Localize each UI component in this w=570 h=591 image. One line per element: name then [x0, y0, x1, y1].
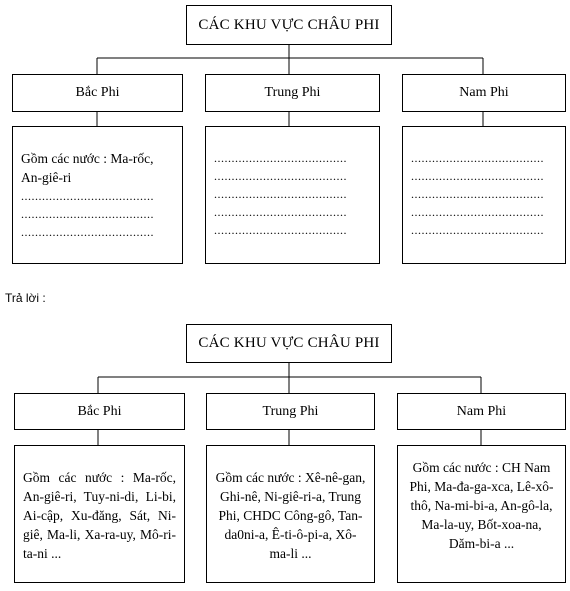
answer-title: CÁC KHU VỰC CHÂU PHI: [198, 335, 380, 351]
question-title-box: [186, 5, 392, 45]
dotted-line: ......................................: [411, 169, 544, 183]
content-text: Gồm các nước : CH Nam Phi, Ma-đa-ga-xca, Lê-xô-thô, Na-mi-bi-a, An-gô-la, Ma-la-uy, Bốt-xoa-na, Dăm-bi-a ...: [409, 460, 554, 551]
dotted-line: ......................................: [411, 205, 544, 219]
region-label: Trung Phi: [264, 85, 321, 100]
question-region-central: [205, 74, 380, 112]
answer-content-north: [14, 445, 185, 583]
dotted-line: ......................................: [214, 223, 347, 237]
content-text: Gồm các nước : Ma-rốc, An-giê-ri: [21, 151, 154, 185]
dotted-line: ......................................: [411, 223, 544, 237]
dotted-line: ......................................: [21, 189, 154, 203]
content-text: Gồm các nước : Xê-nê-gan, Ghi-nê, Ni-giê-ri-a, Trung Phi, CHDC Công-gô, Tan-da0ni-a, Ê-ti-ô-pi-a, Xô-ma-li ...: [215, 470, 366, 561]
dotted-line: ......................................: [21, 207, 154, 221]
region-label: Nam Phi: [456, 403, 507, 419]
dotted-line: ......................................: [214, 151, 347, 165]
answer-content-south: [397, 445, 566, 583]
question-region-south: [402, 74, 566, 112]
answer-region-north: [14, 393, 185, 430]
question-content-north: [12, 126, 183, 264]
answer-title-box: [186, 324, 392, 363]
answer-content-central: [206, 445, 375, 583]
dotted-lines: [13, 187, 182, 241]
answer-region-central: [206, 393, 375, 430]
question-title: CÁC KHU VỰC CHÂU PHI: [198, 16, 380, 33]
question-content-central: [205, 126, 380, 264]
dotted-line: ......................................: [214, 205, 347, 219]
dotted-line: ......................................: [214, 169, 347, 183]
dotted-lines: [206, 127, 379, 239]
content-text: Gồm các nước : Ma-rốc, An-giê-ri, Tuy-ni-di, Li-bi, Ai-cập, Xu-đăng, Sát, Ni-giê, Ma-li, Xa-ra-uy, Mô-ri-ta-ni ...: [23, 470, 176, 561]
dotted-line: ......................................: [411, 151, 544, 165]
region-label: Trung Phi: [262, 403, 319, 419]
answer-region-south: [397, 393, 566, 430]
region-label: Nam Phi: [459, 85, 509, 100]
dotted-line: ......................................: [214, 187, 347, 201]
region-label: Bắc Phi: [75, 85, 120, 100]
dotted-line: ......................................: [411, 187, 544, 201]
region-label: Bắc Phi: [77, 403, 122, 419]
question-content-south: [402, 126, 566, 264]
answer-label: Trả lời :: [5, 291, 46, 305]
dotted-line: ......................................: [21, 225, 154, 239]
question-region-north: [12, 74, 183, 112]
dotted-lines: [403, 127, 565, 239]
